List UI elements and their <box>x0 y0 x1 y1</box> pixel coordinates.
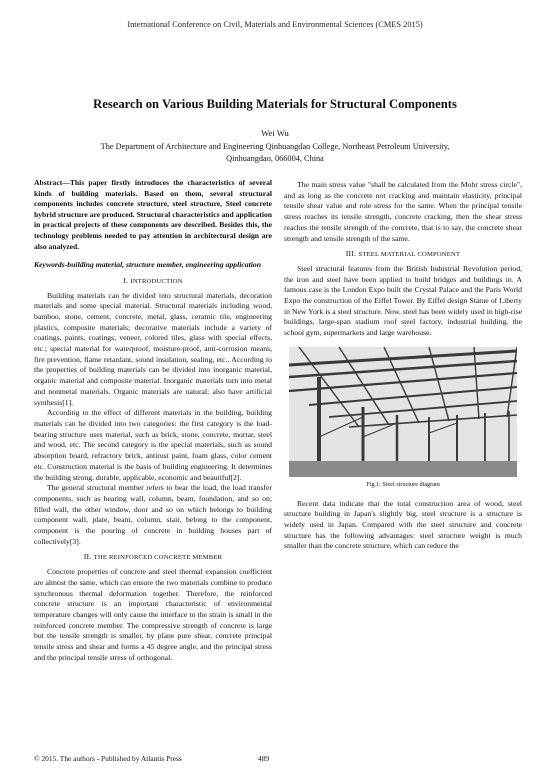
paragraph: The general structural member refers to bear the load, the load transfer components, such as bearing wall, column, beam, foundation, and so on; filled wall, the other window, door and so on which belongs to building component wall, plate, beam, column, stair, belong to the component, component is the pouring of concrete in building houses part of collectively[3]. <box>34 483 272 546</box>
abstract: Abstract—This paper firstly introduces the characteristics of several kinds of building materials. Based on them, several structural components includes concrete structure, steel structure, Steel concrete hybrid structure are produced. Structural characteristics and application in practical projects of these components are described. Besides this, the technology problems needed to pay attention in architectural design are also analyzed. <box>34 178 272 251</box>
paragraph: The main stress value "shall be calculated from the Mohr stress circle", and as long as the concrete not cracking and maintain elasticity, principal tensile shear value and role stress for the same. When the principal tensile stress reaches its tensile strength, concrete cracking, then the shear stress reaches the tensile strength of the concrete, that is to say, the concrete shear strength and tensile strength of the same. <box>284 180 522 243</box>
paper-title: Research on Various Building Materials for Structural Components <box>93 97 457 111</box>
paragraph: Building materials can be divided into structural materials, decoration materials and some special material. Structural materials including wood, bamboo, stone, cement, concrete, metal, glass, ceramic tile, engineering plastics, composite materials; decorative materials include a variety of coatings, paints, coatings, veneer, colored tiles, glass with special effects, etc.; special material for waterproof, moisture-proof, anti-corrosion means, fire prevention, flame retardant, sound insulation, sealing, etc.. According to the properties of building materials can be divided into inorganic material, organic material and composite material. Inorganic materials turn into metal and nonmetal materials. Organic materials are natural; also have artificial synthesis[1]. <box>34 290 272 407</box>
section-number: I. <box>123 275 129 285</box>
page-number: 489 <box>258 754 270 763</box>
section-heading-concrete <box>34 552 272 564</box>
left-column <box>34 178 272 663</box>
keywords: Keywords-building material, structure member, engineering application <box>34 260 262 270</box>
section-heading-introduction <box>34 276 272 288</box>
author-affiliation: The Department of Architecture and Engineering Qinhuangdao College, Northeast Petroleum University, Qinhuangdao, 066004, China <box>100 142 450 163</box>
section-title: INTRODUCTION <box>130 277 183 285</box>
figure-caption: Fig.1: Steel structure diagram <box>366 480 440 488</box>
paragraph: Recent data indicate that the total construction area of wood, steel structure building in Japan's slightly big, steel structure is a structure is widely used in Japan. Compared with the steel structure and concrete structure has the following advantages: steel structure weight is much smaller than the concrete structure, which can reduce the <box>284 498 522 551</box>
section-number: III. <box>345 249 357 259</box>
section-number: II. <box>83 552 92 562</box>
section-title: THE REINFORCED CONCRETE MEMBER <box>93 554 223 562</box>
paragraph: Steel structural features from the British Industrial Revolution period, the iron and steel have been applied to build bridges and buildings in. A famous case is the London Expo built the Crystal Palace and the Paris World Expo the construction of the Eiffel Tower. By Eiffel design Statue of Liberty in New York is a steel structure. Now, steel has been widely used in high-rise buildings, large-span stadium roof steel factory, industrial building, the school gym, supermarkets and large warehouse. <box>284 263 522 338</box>
right-column <box>284 180 522 552</box>
paragraph: Concrete properties of concrete and steel thermal expansion coefficient are almost the same, which can ensure the two materials combine to produce synchronous thermal deformation together. Therefore, the reinforced concrete structure is an important characteristic of environmental temperature changes will only cause the interface to the strain is small in the reinforced concrete member. The compressive strength of concrete is large but the tensile strength is smaller, by plane pure shear, concrete principal tensile stress and shear and forms a 45 degree angle, and the principal stress and the principal tensile stress of orthogonal. <box>34 567 272 662</box>
steel-frame-illustration <box>289 347 517 477</box>
paragraph: According to the effect of different materials in the building, building materials can be divided into two categories: the first category is the load-bearing structure uses material, such as brick, stone, concrete, mortar, steel and wood, etc. The second category is the special materials, such as sound absorption board, refractory brick, antirust paint, foam glass, color cement etc. Construction material is the basis of building engineering. It determines the building strong, durable, applicable, economic and beautiful[2]. <box>34 408 272 482</box>
copyright-notice: © 2015. The authors - Published by Atlantis Press <box>34 754 182 763</box>
section-title: STEEL MATERIAL COMPONENT <box>358 251 461 259</box>
author-name: Wei Wu <box>261 128 289 138</box>
steel-structure-photo <box>289 347 517 477</box>
running-head: International Conference on Civil, Materials and Environmental Sciences (CMES 2015) <box>127 20 423 29</box>
section-heading-steel <box>284 249 522 261</box>
